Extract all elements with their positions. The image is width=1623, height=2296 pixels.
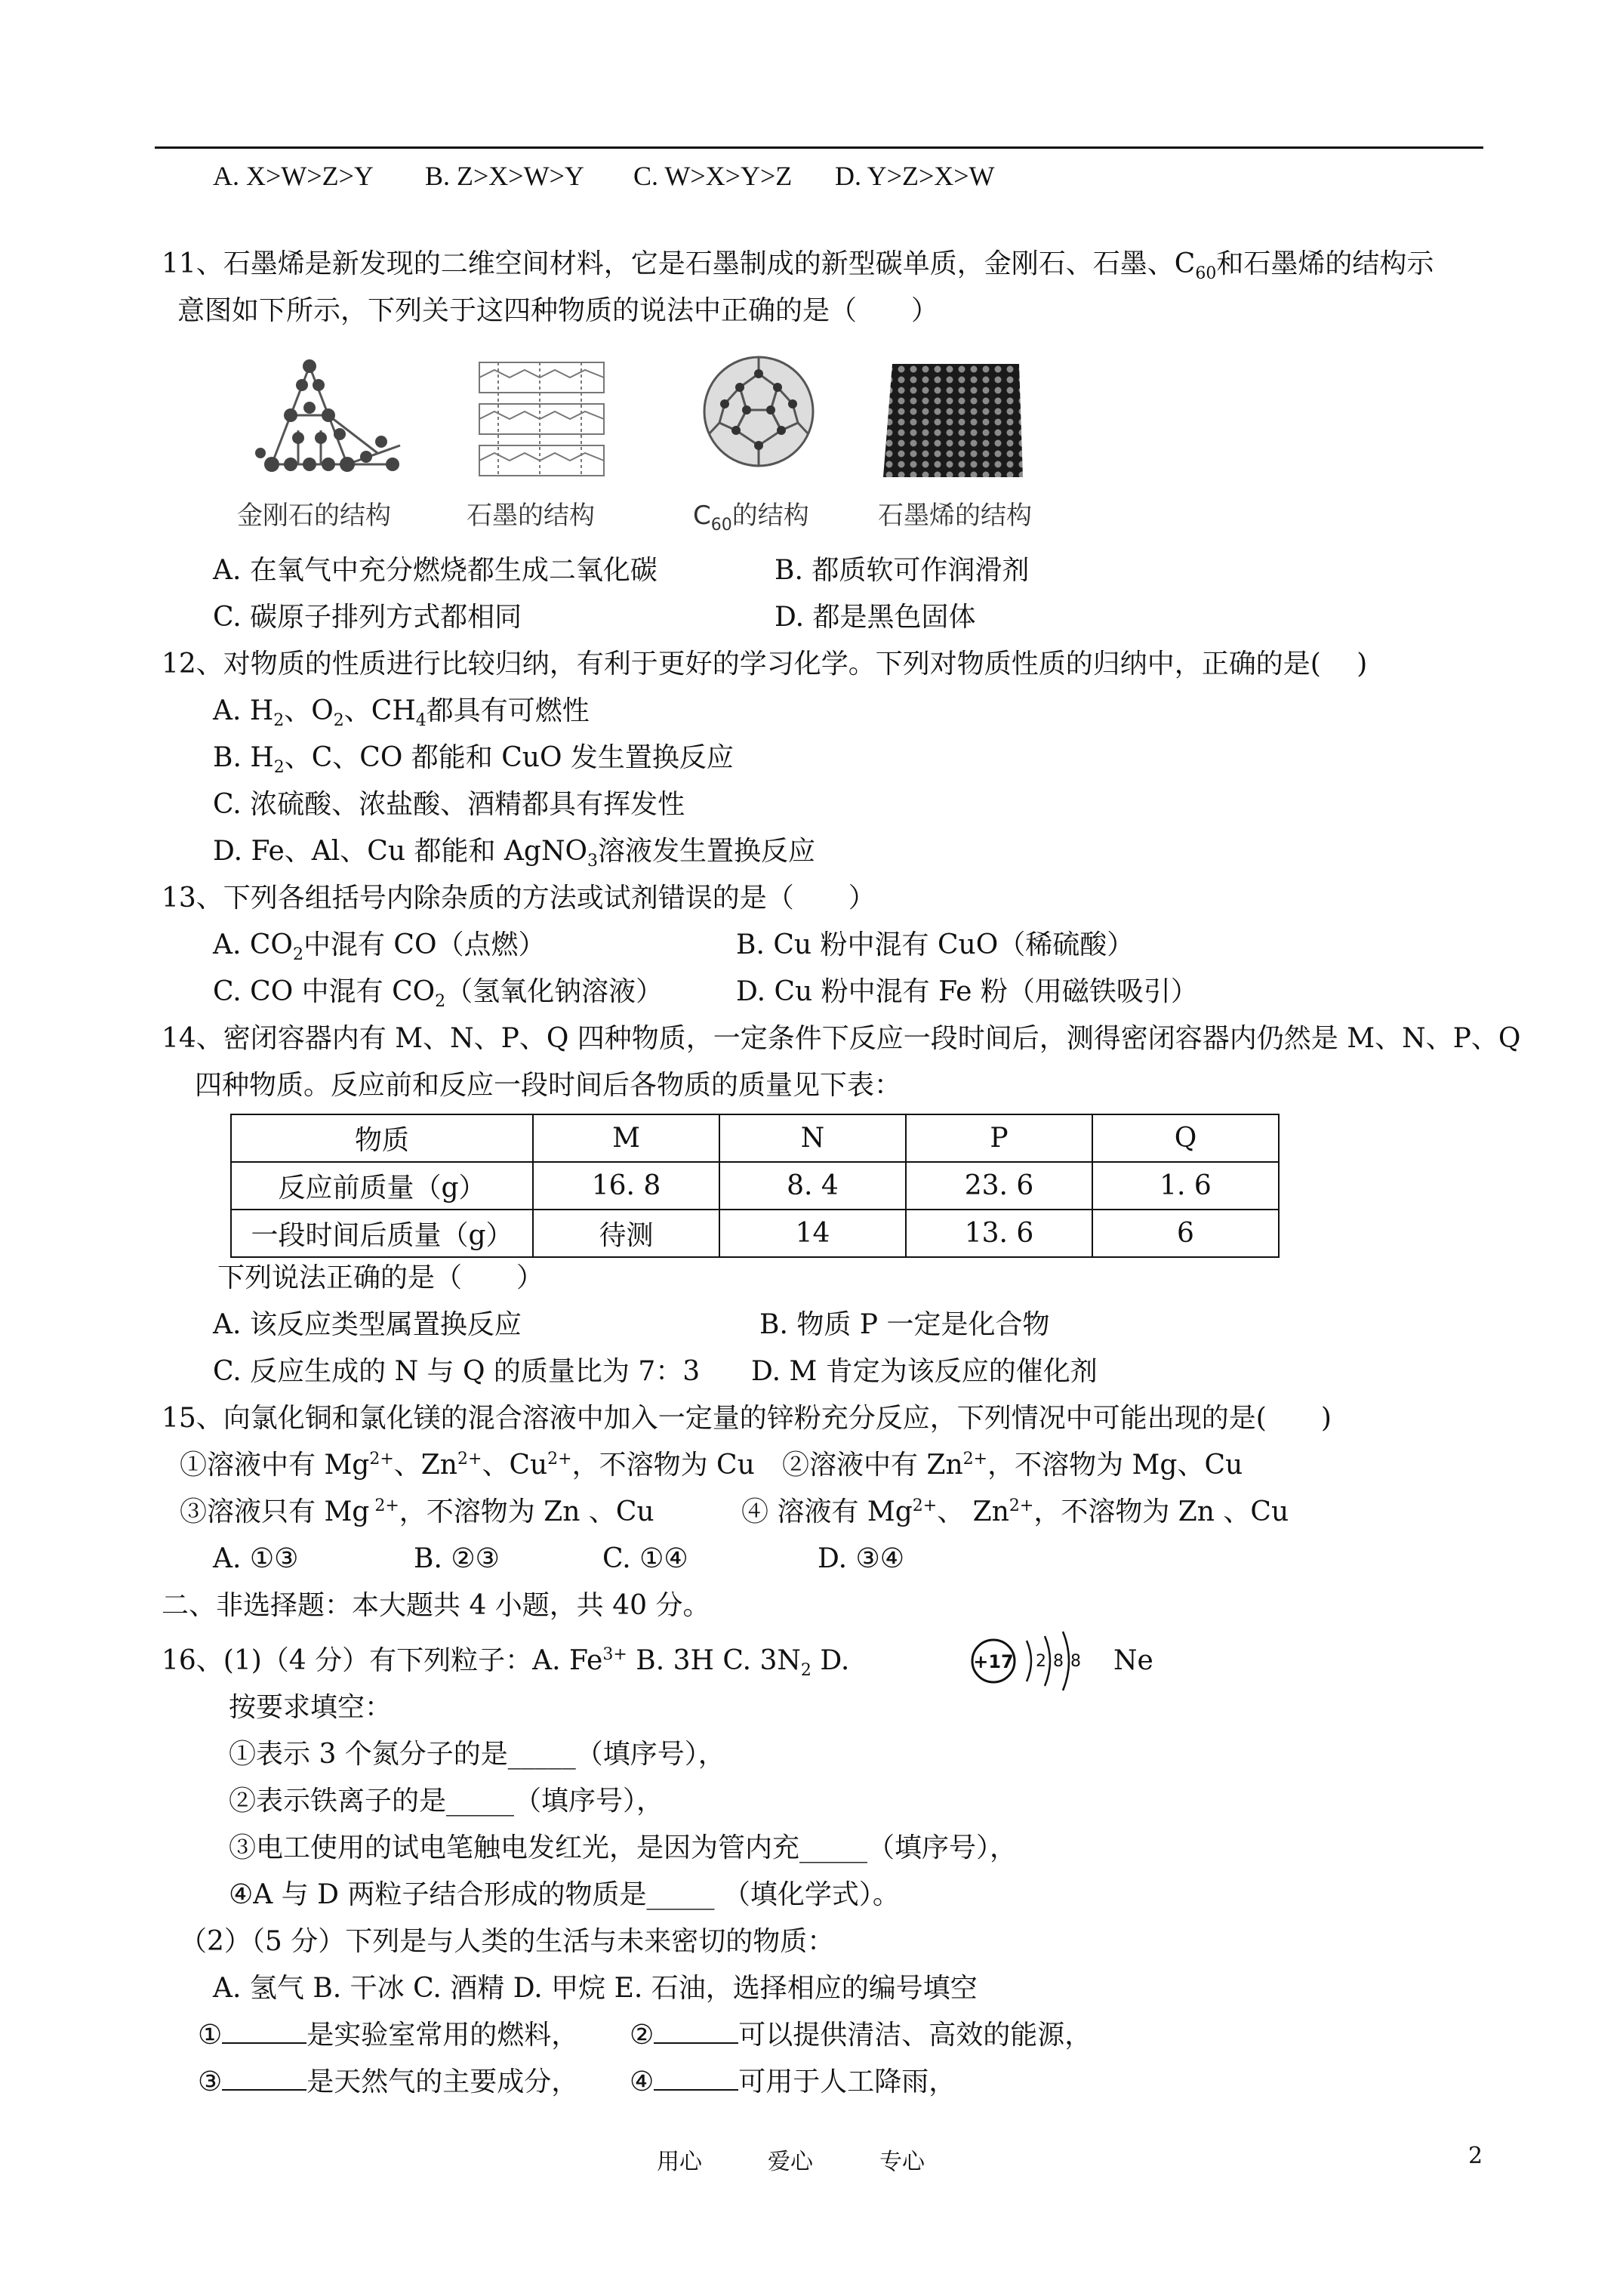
q13-option-a: A. $CO_2$中混有 CO（点燃） [213, 929, 546, 965]
q16-item-3: ③电工使用的试电笔触电发红光，是因为管内充_____（填序号）， [229, 1832, 1018, 1863]
answer-blank[interactable] [222, 2042, 306, 2044]
table-cell: 8. 4 [719, 1162, 906, 1210]
table-cell: 一段时间后质量（g） [231, 1210, 533, 1257]
q13-option-c: C. CO 中混有 $CO_2$（氢氧化钠溶液） [213, 976, 664, 1012]
answer-blank[interactable] [654, 2089, 738, 2091]
q12-stem: 12、对物质的性质进行比较归纳，有利于更好的学习化学。下列对物质性质的归纳中，正确的是( ) [162, 649, 1368, 680]
table-header-cell: Q [1092, 1114, 1279, 1162]
footer-text-3: 专心 [879, 2149, 925, 2175]
q10-option-d: D. Y>Z>X>W [835, 161, 995, 191]
q15-option-b: B. ②③ [414, 1543, 500, 1574]
q14-stem-line2: 四种物质。反应前和反应一段时间后各物质的质量见下表： [195, 1070, 902, 1101]
section-heading: 二、非选择题：本大题共 4 小题，共 40 分。 [162, 1590, 710, 1621]
q10-option-b: B. Z>X>W>Y [425, 161, 584, 191]
q14-stem-line1: 14、密闭容器内有 M、N、P、Q 四种物质，一定条件下反应一段时间后，测得密闭容器内仍然是 M、N、P、Q [162, 1023, 1521, 1054]
q15-item-2: ②溶液中有 $Zn^{2+}$，不溶物为 Mg、Cu [782, 1450, 1243, 1481]
nucleus-label: +17 [973, 1651, 1014, 1672]
q16-part1-stem: 16、(1)（4 分）有下列粒子：A. $Fe^{3+}$ B. 3H C. $3N_2$ D. [162, 1645, 850, 1681]
shell-electrons-label: 2 8 8 [1036, 1652, 1081, 1671]
q15-item-1: ①溶液中有 $Mg^{2+}$、$Zn^{2+}$、$Cu^{2+}$，不溶物为 Cu [180, 1450, 755, 1481]
q13-option-b: B. Cu 粉中混有 CuO（稀硫酸） [736, 929, 1135, 960]
q10-option-c: C. W>X>Y>Z [633, 161, 793, 191]
q11-option-a: A. 在氧气中充分燃烧都生成二氧化碳 [213, 555, 658, 586]
c60-caption: $C_{60}$的结构 [693, 501, 809, 535]
table-cell: 14 [719, 1210, 906, 1257]
graphene-structure-image [883, 364, 1023, 477]
q14-prompt: 下列说法正确的是（ ） [217, 1262, 544, 1293]
q12-option-c: C. 浓硫酸、浓盐酸、酒精都具有挥发性 [213, 789, 685, 820]
table-row [231, 1210, 1279, 1257]
table-cell: 待测 [533, 1210, 719, 1257]
table-cell: 23. 6 [906, 1162, 1092, 1210]
q14-option-a: A. 该反应类型属置换反应 [213, 1309, 522, 1340]
diamond-structure-image [226, 347, 408, 483]
q15-option-a: A. ①③ [213, 1543, 299, 1574]
q12-option-d: D. Fe、Al、Cu 都能和 AgNO$_3$溶液发生置换反应 [213, 836, 815, 871]
table-cell: 16. 8 [533, 1162, 719, 1210]
q15-option-d: D. ③④ [818, 1543, 905, 1574]
q16-item-2: ②表示铁离子的是_____（填序号）， [229, 1786, 664, 1817]
q11-stem-line1: 11、石墨烯是新发现的二维空间材料，它是石墨制成的新型碳单质，金刚石、石墨、$C_{60}$和石墨烯的结构示 [162, 248, 1434, 284]
q15-option-c: C. ①④ [602, 1543, 688, 1574]
table-header-cell: N [719, 1114, 906, 1162]
table-header-row [231, 1114, 1279, 1162]
q10-option-a: A. X>W>Z>Y [213, 161, 374, 191]
c60-structure-image [698, 344, 819, 479]
table-header-cell: M [533, 1114, 719, 1162]
table-header-cell: 物质 [231, 1114, 533, 1162]
atom-structure-diagram [966, 1627, 1095, 1695]
q16-instruction: 按要求填空： [229, 1692, 393, 1723]
graphite-caption: 石墨的结构 [467, 501, 595, 531]
q16-item-1: ①表示 3 个氮分子的是_____（填序号）， [229, 1739, 725, 1770]
header-rule [155, 146, 1483, 149]
q15-item-3: ③溶液只有 Mg $^{2+}$，不溶物为 Zn 、Cu [180, 1496, 654, 1527]
q14-option-c: C. 反应生成的 N 与 Q 的质量比为 7：3 [213, 1356, 701, 1387]
table-cell: 6 [1092, 1210, 1279, 1257]
graphite-structure-image [468, 355, 619, 487]
page-number: 2 [1468, 2143, 1483, 2169]
q15-item-4: ④ 溶液有 $Mg^{2+}$、 $Zn^{2+}$，不溶物为 Zn 、Cu [741, 1496, 1289, 1527]
diamond-caption: 金刚石的结构 [237, 501, 391, 531]
q11-option-c: C. 碳原子排列方式都相同 [213, 602, 522, 633]
q16-item-4: ④A 与 D 两粒子结合形成的物质是_____ （填化学式）。 [229, 1879, 900, 1910]
q11-stem-line2: 意图如下所示，下列关于这四种物质的说法中正确的是（ ） [177, 295, 939, 326]
answer-blank[interactable] [222, 2089, 306, 2091]
q16-part2-stem: （2）（5 分）下列是与人类的生活与未来密切的物质： [180, 1926, 835, 1957]
table-row [231, 1162, 1279, 1210]
q13-option-d: D. Cu 粉中混有 Fe 粉（用磁铁吸引） [736, 976, 1198, 1007]
q16-fill-3: ③ 是天然气的主要成分， [198, 2066, 579, 2097]
table-header-cell: P [906, 1114, 1092, 1162]
q15-stem: 15、向氯化铜和氯化镁的混合溶液中加入一定量的锌粉充分反应，下列情况中可能出现的是( ) [162, 1403, 1332, 1434]
footer-text-2: 爱心 [768, 2149, 813, 2175]
q16-fill-4: ④ 可用于人工降雨， [630, 2066, 956, 2097]
graphene-caption: 石墨烯的结构 [878, 501, 1032, 531]
q16-fill-2: ② 可以提供清洁、高效的能源， [630, 2020, 1092, 2051]
footer-text-1: 用心 [657, 2149, 702, 2175]
q11-option-b: B. 都质软可作润滑剂 [775, 555, 1030, 586]
q12-option-a: A. $H_2$、$O_2$、$CH_4$都具有可燃性 [213, 695, 590, 731]
table-cell: 反应前质量（g） [231, 1162, 533, 1210]
q14-option-b: B. 物质 P 一定是化合物 [759, 1309, 1050, 1340]
mass-table [230, 1114, 1280, 1258]
q16-ne: Ne [1113, 1645, 1153, 1676]
q12-option-b: B. $H_2$、C、CO 都能和 CuO 发生置换反应 [213, 742, 734, 778]
q16-choices: A. 氢气 B. 干冰 C. 酒精 D. 甲烷 E. 石油，选择相应的编号填空 [213, 1973, 978, 2004]
q16-fill-1: ① 是实验室常用的燃料， [198, 2020, 579, 2051]
q14-option-d: D. M 肯定为该反应的催化剂 [751, 1356, 1098, 1387]
q11-option-d: D. 都是黑色固体 [775, 602, 976, 633]
answer-blank[interactable] [654, 2042, 738, 2044]
table-cell: 1. 6 [1092, 1162, 1279, 1210]
q13-stem: 13、下列各组括号内除杂质的方法或试剂错误的是（ ） [162, 883, 876, 914]
table-cell: 13. 6 [906, 1210, 1092, 1257]
